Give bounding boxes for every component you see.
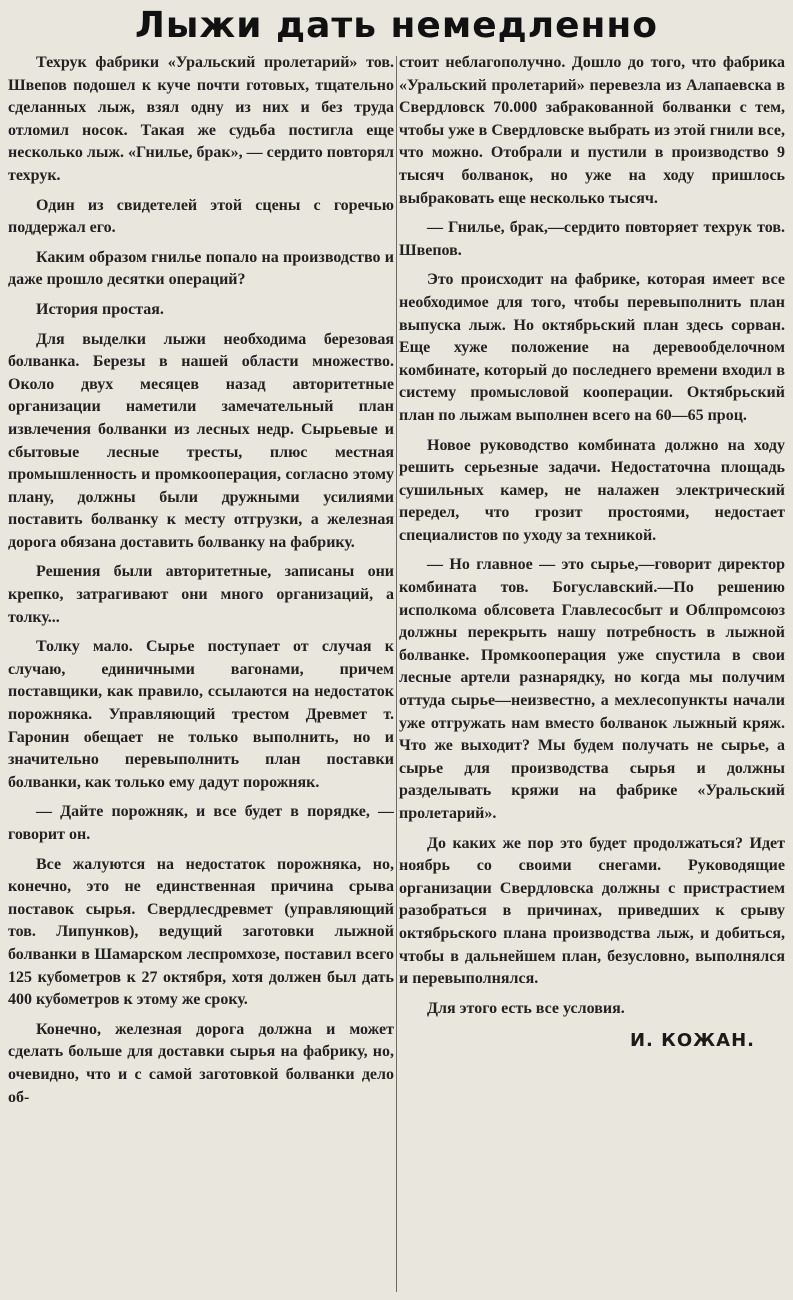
paragraph: — Но главное — это сырье,—говорит директор комбината тов. Богуславский.—По решению исполкома облсовета Главлесосбыт и Облпромсоюз должны перекрыть нашу потребность в лыжной болванке. Промкооперация уже спустила в свои лесные артели разнарядку, но когда мы получим оттуда сырье—неизвестно, а мехлесопункты начали уже отгружать нам вместо болванок лыжный кряж. Что же выходит? Мы будем получать не сырье, а сырье для производства сырья и должны разделывать кряжи на фабрике «Уральский пролетарий». [399, 556, 785, 822]
paragraph: Для выделки лыжи необходима березовая болванка. Березы в нашей области множество. Около двух месяцев назад авторитетные организации наметили замечательный план извлечения болванки из лесных недр. Сырьевые и сбытовые лесные тресты, плюс местная промышленность и промкооперация, согласно этому плану, должны были дружными усилиями поставить болванку к месту отгрузки, а железная дорога обязана доставить болванку на фабрику. [8, 330, 394, 551]
paragraph: История простая. [36, 300, 164, 318]
right-column [399, 52, 785, 1292]
paragraph: Каким образом гнилье попало на производство и даже прошло десятки операций? [8, 248, 394, 289]
paragraph: Для этого есть все условия. [427, 999, 625, 1017]
paragraph: До каких же пор это будет продолжаться? Идет ноябрь со своими снегами. Руководящие организации Свердловска должны с пристрастием разобраться в причинах, приведших к срыву октябрьского плана производства лыж, и добиться, чтобы в дальнейшем план, безусловно, выполнялся и перевыполнялся. [399, 834, 785, 988]
article-headline: Лыжи дать немедленно [134, 5, 659, 46]
paragraph: Один из свидетелей этой сцены с горечью поддержал его. [8, 196, 394, 237]
paragraph: Все жалуются на недостаток порожняка, но, конечно, это не единственная причина срыва поставок сырья. Свердлесдревмет (управляющий тов. Липунков), ведущий заготовки лыжной болванки в Шамарском леспромхозе, поставил всего 125 кубометров к 27 октября, хотя должен был дать 400 кубометров к этому же сроку. [8, 855, 394, 1009]
paragraph: Новое руководство комбината должно на ходу решить серьезные задачи. Недостаточна площадь сушильных камер, не налажен электрический передел, что грозит простоями, недостает специалистов по уходу за техникой. [399, 436, 785, 544]
paragraph: Решения были авторитетные, записаны они крепко, затрагивают они много организаций, а толку... [8, 563, 394, 626]
column-divider [396, 56, 397, 1292]
paragraph: Техрук фабрики «Уральский пролетарий» тов. Швепов подошел к куче почти готовых, тщательно сделанных лыж, взял одну из них и без труда отломил носок. Такая же судьба постигла еще несколько лыж. «Гнилье, брак», — сердито повторял техрук. [8, 54, 394, 184]
article-body [8, 52, 785, 1292]
paragraph: Это происходит на фабрике, которая имеет все необходимое для того, чтобы перевыполнить план выпуска лыж. Но октябрьский план здесь сорван. Еще хуже положение на деревообделочном комбинате, который до последнего времени входил в систему промысловой кооперации. Октябрьский план по лыжам выполнен всего на 60—65 проц. [399, 271, 785, 424]
paragraph: — Дайте порожняк, и все будет в порядке, — говорит он. [8, 803, 394, 843]
paragraph: стоит неблагополучно. Дошло до того, что фабрика «Уральский пролетарий» перевезла из Алапаевска в Свердловск 70.000 забракованной болванки с тем, чтобы уже в Свердловске выбрать из этой гнили все, что можно. Отобрали и пустили в производство 9 тысяч болванок, но уже на ходу пришлось выбраковать еще несколько тысяч. [399, 54, 785, 207]
paragraph: Конечно, железная дорога должна и может сделать больше для доставки сырья на фабрику, но, очевидно, что и с самой заготовкой болванки дело об- [8, 1020, 394, 1106]
paragraph: — Гнилье, брак,—сердито повторяет техрук тов. Швепов. [399, 219, 785, 259]
author-signature: И. КОЖАН. [629, 1030, 755, 1052]
paragraph: Толку мало. Сырье поступает от случая к случаю, единичными вагонами, причем поставщики, как правило, ссылаются на недостаток порожняка. Управляющий трестом Древмет т. Гаронин обещает не только выполнить, но и значительно перевыполнить план поставки болванки, как только ему дадут порожняк. [8, 638, 394, 791]
left-column [8, 52, 394, 1292]
